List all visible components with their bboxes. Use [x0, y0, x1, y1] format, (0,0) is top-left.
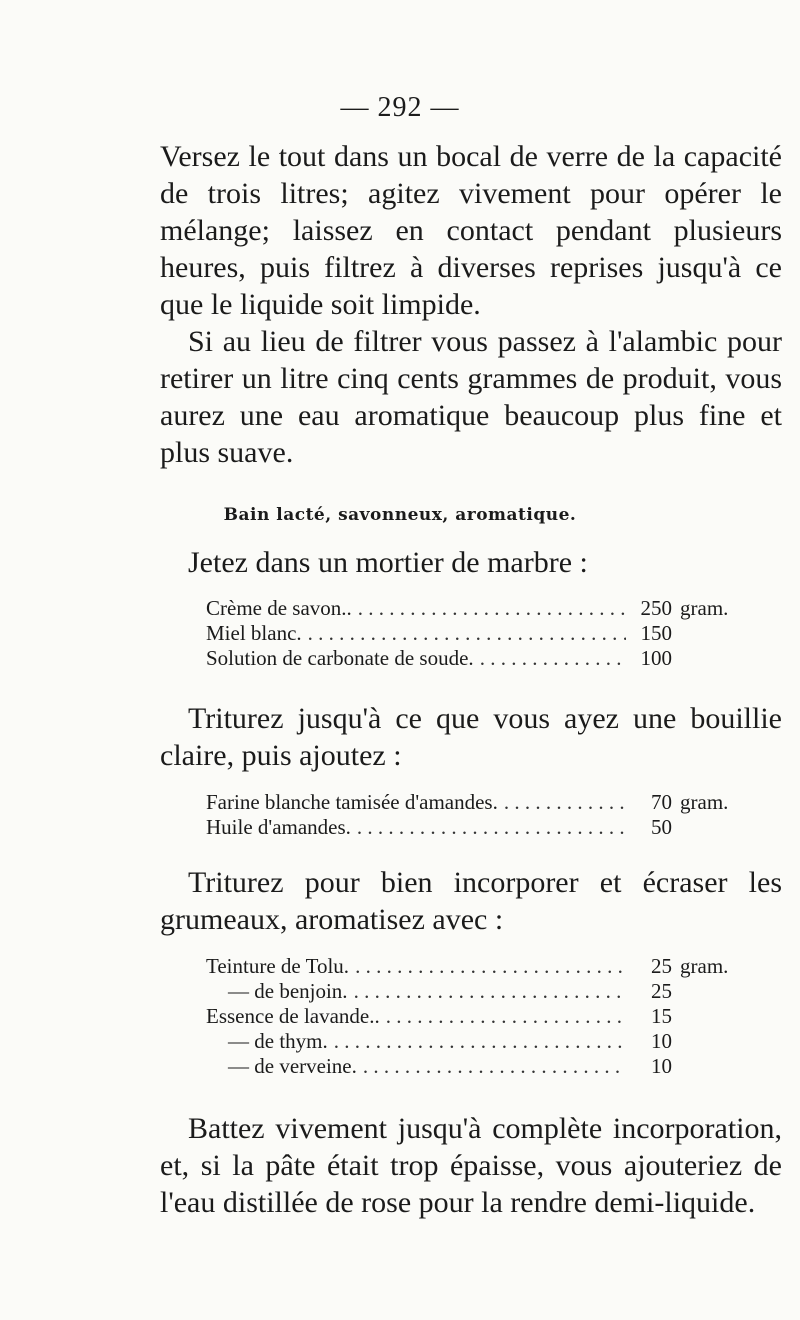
- ingredient-row: [206, 1054, 766, 1079]
- leader-dots: [349, 954, 626, 979]
- paragraph-1: Versez le tout dans un bocal de verre de la capacité de trois litres; agitez vivement pour opérer le mélange; laissez en contact pendant plusieurs heures, puis filtrez à diverses reprises jusqu'à ce que le liquide soit limpide.: [160, 140, 782, 321]
- ingredient-row: [206, 979, 766, 1004]
- ingredient-list-3: [206, 954, 766, 1079]
- ingredient-name: Teinture de Tolu.: [206, 954, 350, 978]
- ingredient-quantity: 25: [651, 979, 672, 1003]
- ingredient-row: [206, 646, 766, 671]
- ingredient-row: [206, 596, 766, 621]
- leader-dots: [351, 815, 626, 840]
- section-heading: Bain lacté, savonneux, aromatique.: [223, 505, 577, 525]
- leader-dots: [352, 596, 626, 621]
- ingredient-name: Essence de lavande..: [206, 1004, 380, 1028]
- ingredient-quantity: 10: [651, 1029, 672, 1053]
- ingredient-unit: gram.: [680, 790, 729, 814]
- ingredient-quantity: 70: [651, 790, 672, 814]
- ingredient-quantity: 50: [651, 815, 672, 839]
- leader-dots: [380, 1004, 626, 1029]
- ingredient-quantity: 10: [651, 1054, 672, 1078]
- paragraph-5: Triturez pour bien incorporer et écraser les grumeaux, aromatisez avec :: [160, 866, 782, 936]
- leader-dots: [302, 621, 626, 646]
- ingredient-quantity: 100: [640, 646, 672, 670]
- ingredient-unit: gram.: [680, 954, 729, 978]
- paragraph-6: Battez vivement jusqu'à complète incorporation, et, si la pâte était trop épaisse, vous ajouteriez de l'eau distillée de rose pour la rendre demi-liquide.: [160, 1112, 782, 1219]
- ingredient-name: Miel blanc.: [206, 621, 302, 645]
- leader-dots: [498, 790, 626, 815]
- ingredient-quantity: 250: [640, 596, 672, 620]
- paragraph-3: Jetez dans un mortier de marbre :: [188, 546, 588, 579]
- ingredient-quantity: 150: [640, 621, 672, 645]
- ingredient-name: — de thym.: [228, 1029, 328, 1053]
- ingredient-quantity: 25: [651, 954, 672, 978]
- ingredient-row: [206, 790, 766, 815]
- leader-dots: [474, 646, 626, 671]
- ingredient-name: Crème de savon..: [206, 596, 352, 620]
- ingredient-row: [206, 1004, 766, 1029]
- ingredient-row: [206, 621, 766, 646]
- ingredient-name: — de verveine.: [228, 1054, 357, 1078]
- leader-dots: [348, 979, 626, 1004]
- ingredient-name: Farine blanche tamisée d'amandes.: [206, 790, 498, 814]
- leader-dots: [328, 1029, 626, 1054]
- ingredient-row: [206, 1029, 766, 1054]
- paragraph-2: Si au lieu de filtrer vous passez à l'alambic pour retirer un litre cinq cents grammes de produit, vous aurez une eau aromatique beaucoup plus fine et plus suave.: [160, 325, 782, 469]
- ingredient-row: [206, 815, 766, 840]
- ingredient-row: [206, 954, 766, 979]
- leader-dots: [357, 1054, 626, 1079]
- ingredient-list-1: [206, 596, 766, 671]
- ingredient-name: Solution de carbonate de soude.: [206, 646, 474, 670]
- ingredient-name: Huile d'amandes.: [206, 815, 351, 839]
- paragraph-4: Triturez jusqu'à ce que vous ayez une bouillie claire, puis ajoutez :: [160, 702, 782, 772]
- ingredient-list-2: [206, 790, 766, 840]
- ingredient-unit: gram.: [680, 596, 729, 620]
- ingredient-name: — de benjoin.: [228, 979, 348, 1003]
- ingredient-quantity: 15: [651, 1004, 672, 1028]
- page-number: — 292 —: [340, 92, 460, 123]
